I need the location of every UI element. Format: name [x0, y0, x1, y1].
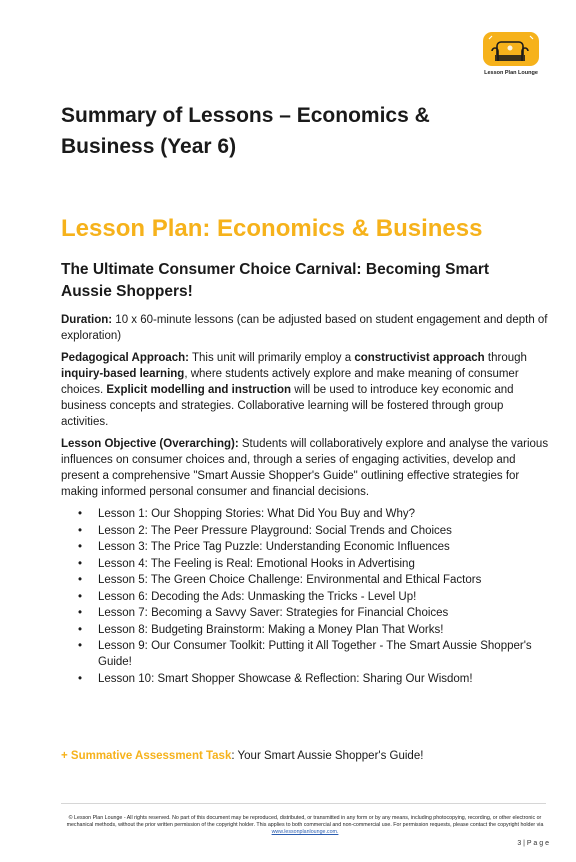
list-item: • Lesson 2: The Peer Pressure Playground: Social Trends and Choices [98, 523, 549, 539]
page-title: Summary of Lessons – Economics & Business (Year 6) [61, 104, 430, 158]
list-item: • Lesson 7: Becoming a Savvy Saver: Strategies for Financial Choices [98, 605, 549, 621]
objective-text: Students will collaboratively explore and analyse the various influences on consumer choices and, through a series of engaging activities, develop and present a comprehensive "Smart Aussie Shopper's Guide" outlining effective strategies for making informed personal consumer and financial decisions. [61, 438, 549, 498]
pedagogy-text-4: will be used to introduce key economic and business concepts and strategies. Collaborative learning will be fostered through group activities. [61, 384, 514, 428]
pedagogy-bold-1: constructivist approach [354, 352, 485, 364]
assessment-text: : Your Smart Aussie Shopper's Guide! [231, 750, 424, 762]
objective-label: Lesson Objective (Overarching): [61, 438, 239, 450]
objective-paragraph [61, 436, 549, 500]
pedagogy-paragraph [61, 350, 549, 430]
page-number: 3 | P a g e [517, 840, 549, 847]
footer-divider [61, 803, 546, 804]
lesson-plan-heading: Lesson Plan: Economics & Business [61, 215, 483, 242]
list-item: • Lesson 8: Budgeting Brainstorm: Making a Money Plan That Works! [98, 622, 549, 638]
list-item: • Lesson 10: Smart Shopper Showcase & Reflection: Sharing Our Wisdom! [98, 671, 549, 687]
duration-label: Duration: [61, 314, 113, 326]
pedagogy-text-2: through [484, 352, 527, 364]
lesson-list [61, 506, 549, 687]
pedagogy-bold-2: inquiry-based learning [61, 368, 185, 380]
list-item: • Lesson 5: The Green Choice Challenge: Environmental and Ethical Factors [98, 572, 549, 588]
duration-text: 10 x 60-minute lessons (can be adjusted based on student engagement and depth of exploration) [61, 314, 548, 342]
pedagogy-text-1: This unit will primarily employ a [189, 352, 355, 364]
website-link[interactable]: www.lessonplanlounge.com. [271, 829, 339, 835]
brand-logo [478, 30, 544, 76]
list-item: • Lesson 1: Our Shopping Stories: What Did You Buy and Why? [98, 506, 549, 522]
pedagogy-text-3: , where students actively explore and make meaning of consumer choices. [61, 368, 519, 396]
lesson-plan-subtitle: The Ultimate Consumer Choice Carnival: Becoming Smart Aussie Shoppers! [61, 261, 490, 300]
copyright-text: © Lesson Plan Lounge - All rights reserved. No part of this document may be reproduced, distributed, or transmitted in any form or by any means, including photocopying, recording, or other electronic or mechanical methods, without the prior written permission of the copyright holder. This applies to both commercial and non-commercial use. For permission requests, please contact the copyright holder via [66, 815, 544, 828]
duration-paragraph [61, 312, 549, 344]
list-item: • Lesson 4: The Feeling is Real: Emotional Hooks in Advertising [98, 556, 549, 572]
logo-text: Lesson Plan Lounge [484, 70, 538, 76]
pedagogy-label: Pedagogical Approach: [61, 352, 190, 364]
yellow-armchair-icon [481, 30, 541, 68]
list-item: • Lesson 3: The Price Tag Puzzle: Understanding Economic Influences [98, 539, 549, 555]
lesson-plan-body [61, 312, 549, 687]
list-item: • Lesson 6: Decoding the Ads: Unmasking the Tricks - Level Up! [98, 589, 549, 605]
summative-assessment [61, 750, 423, 762]
pedagogy-bold-3: Explicit modelling and instruction [106, 384, 292, 396]
assessment-tag: + Summative Assessment Task [61, 750, 232, 762]
footer-copyright [61, 815, 549, 836]
list-item: • Lesson 9: Our Consumer Toolkit: Putting it All Together - The Smart Aussie Shopper's Guide! [98, 638, 549, 670]
